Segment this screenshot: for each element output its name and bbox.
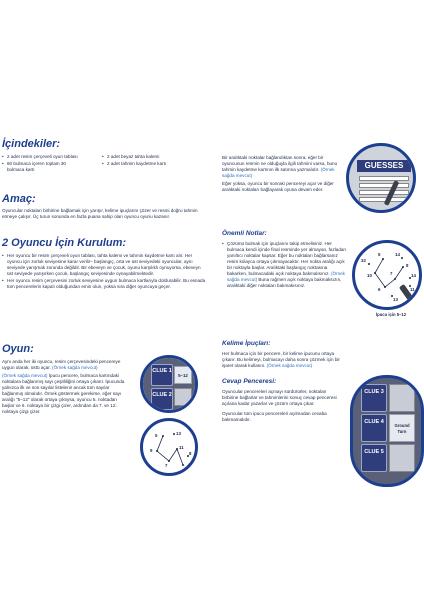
clue-5-card [361, 444, 387, 472]
play-text-1 [2, 359, 128, 371]
range-guess-paragraph [222, 155, 340, 179]
range-tile [174, 366, 192, 384]
goal-text: Oyuncular noktaları birbirine bağlamak için yarışır, kelime ipuçlarını çözer ve resmi doğru tahmin etmeye çalışır. Üç turun sonunda en fazla puana sahip olan oyuncu oyunu kazanır. [2, 207, 198, 219]
clue-board-illustration [140, 355, 198, 413]
notes-section [222, 230, 346, 290]
guesses-title: GUESSES [364, 161, 404, 170]
play-section [2, 342, 128, 417]
dot-label: 8 [406, 263, 409, 268]
notes-list [222, 241, 346, 290]
answer-window-heading: Cevap Penceresi: [222, 378, 277, 385]
dot-label: 13 [393, 297, 398, 302]
dot-label: 13 [176, 431, 181, 436]
components-lists [2, 154, 202, 174]
list-item: • Her oyuncu resim çerçevesini zorluk seviyesine uygun bulmaca kartlarıyla doldurabilir. Bu esnada tüm pencerelerin kapalı olduğundan emin olun, yoksa sıra diğer oyuncuya geçer. [2, 278, 206, 290]
clue-2-label: CLUE 2 [152, 392, 172, 398]
notes-heading: Önemli Notlar: [222, 230, 267, 237]
word-clue-body: Her bulmaca için bir pencere, bir kelime ipucunu ortaya çıkarır. Bu kelimeyi, bulmacayı daha sonra çözmek için bir işaret olarak kullanın. [222, 350, 340, 368]
clue-caption: İpucu için 5–12 [376, 312, 407, 317]
dot-label: 5 [378, 252, 381, 257]
clue-2-card [151, 388, 173, 410]
range-continue-text: Eğer yoksa, oyuncu bir sonraki pencereyi açar ve diğer aralıktaki noktaları bağlayarak oyuna devam eder. [222, 181, 334, 193]
note-2-text: Buna rağmen açık noktaya bakmaksızın, aralıktaki diğer noktaları bakmakısınız. [227, 276, 342, 289]
guess-line [359, 176, 409, 181]
range-guess-text [222, 155, 340, 195]
dot-connect-illustration-large [352, 240, 422, 310]
board-slot [389, 444, 415, 472]
guesses-card-illustration [346, 143, 416, 213]
guess-line [359, 183, 409, 188]
clue-4-card [361, 414, 387, 442]
play-heading: Oyun: [2, 343, 34, 355]
dot-label: 14 [395, 252, 400, 257]
clue-3-label: CLUE 3 [364, 389, 384, 395]
range-tile-label: 5–12 [178, 373, 188, 378]
example-link[interactable]: (Örnek sağda mevcut) [2, 372, 48, 378]
components-list-2 [102, 154, 202, 174]
clue-3-card [361, 384, 387, 412]
range-guess-body: Bir aralıktaki noktalar bağlandıktan sonra, eğer bir oyuncunun resmin ne olduğuyla ilgili tahmini varsa, bunu tahmin kaydetme kartının ilk satırına yazmalıdır. [222, 155, 338, 173]
dot-connect-illustration-small [140, 418, 198, 476]
list-item: • 60 bulmaca içeren toplam 30 bulmaca kartı [2, 161, 80, 173]
dot-label: 10 [367, 273, 372, 278]
example-link[interactable]: (Örnek sağda mevcut) [52, 364, 98, 370]
play-text-2-body: İpucu pencere, bulmaca kartındaki noktalara bağlanmış sayı çeşitliliğini ortaya çıkarır. İpucunda yalnızca ilk ve son sayılar listelenir ancak tüm sayılar bağlanmış olmalıdır. Örnek göstermek gerekirse, eğer sayı aralığı "5–12" olarak ortaya çıktıysa, oyuncu 5. noktadan başlar ve 6. noktaya bir çizgi çizer, ardından da 7. ve 12. noktaya çizgi çizer. [2, 372, 125, 415]
word-clue-paragraph [222, 351, 344, 369]
board-slot [174, 388, 192, 406]
dot-label: 11 [410, 287, 415, 292]
dot-label: 6 [378, 287, 381, 292]
answer-window-section [222, 378, 344, 425]
setup-heading: 2 Oyuncu İçin Kurulum: [2, 237, 127, 249]
clue-1-label: CLUE 1 [152, 368, 172, 374]
dot-label: 7 [390, 271, 393, 276]
list-item: • Her oyuncu bir resim çerçeveli oyun tablası, tahta kalemi ve tahmin kaydetme kartı alır. Her oyuncu için zorluk seviyesine karar verilir– başlangıç, orta ve üst seviyedeki oyuncular, aynı seviyede yarışmak zorunda değildir. Bir ebeveyn ve çocuk, oyunu karşılıklı oynuyorsa, ebeveyn üst seviyede yarışırken çocuk, başlangıç seviyesinde oynayabilmektedir. [2, 253, 206, 277]
dot-label: 8 [189, 451, 192, 456]
clue-stack-illustration [350, 375, 424, 487]
guesses-header [357, 160, 411, 172]
dot-label: 11 [179, 445, 184, 450]
dot-label: 14 [411, 273, 416, 278]
dot-label: 9 [150, 448, 153, 453]
list-item [222, 241, 346, 290]
example-link[interactable]: (Örnek sağda mevcut) [222, 167, 335, 179]
list-item: • 2 adet resim çerçeveli oyun tablası [2, 154, 80, 160]
example-link[interactable]: (Örnek sağda mevcut) [266, 362, 313, 368]
list-item: • 2 adet tahmin kaydetme kartı [102, 161, 202, 167]
note-1-text: Çözümü bulmak için ipuçlarını takip etmelisiniz. Her bulmaca kendi içinde final resminde yer almayan, fazladan yanıltıcı noktalar kapsar. Eğer bu noktaları bağlarsanız resim kolayca ortaya çıkmayacaktır. Her nokta aralığı açık bir noktayla başlar. Aralıktaki başlangıç noktasına bakarken, bulmacadaki açık noktaya bakmalısınız. [227, 240, 346, 276]
components-section [2, 137, 202, 174]
goal-heading: Amaç: [2, 193, 36, 205]
clue-1-card [151, 364, 173, 386]
word-clue-section [222, 340, 344, 371]
word-tile [389, 414, 415, 442]
goal-section [2, 192, 202, 222]
word-clue-heading: Kelime İpuçları: [222, 340, 271, 347]
answer-window-warning: Oyuncular tüm ipucu pencereleri açılmadan cevaba bakmamalıdır. [222, 410, 327, 422]
components-list-1 [2, 154, 80, 174]
clue-5-label: CLUE 5 [364, 449, 384, 455]
dot-label: 5 [155, 433, 158, 438]
answer-window-text: Oyuncular pencereleri açmayı sürdürürler, noktaları birbirine bağlarlar ve tahminlerini sonuç cevap penceresi açılana kadar yazarlar ve çözüm ortaya çıkar. [222, 388, 337, 406]
dot-label: 7 [165, 463, 168, 468]
guess-line [359, 190, 409, 195]
components-heading: İçindekiler: [2, 138, 61, 150]
dot-label: 32 [361, 258, 366, 263]
play-text-1-body: Aynı anda her iki oyuncu, resim çerçevesindeki pencereye uygun olarak, üstü açar. [2, 358, 121, 370]
clue-4-label: CLUE 4 [364, 419, 384, 425]
example-link[interactable]: (Örnek sağda mevcut) [227, 270, 345, 282]
setup-list [2, 253, 206, 290]
board-slot [389, 384, 415, 412]
list-item: • 2 adet beyaz tahta kalemi [102, 154, 202, 160]
word-tile-label: Ground Turn [394, 423, 410, 434]
play-text-2 [2, 373, 128, 415]
setup-section [2, 236, 206, 291]
